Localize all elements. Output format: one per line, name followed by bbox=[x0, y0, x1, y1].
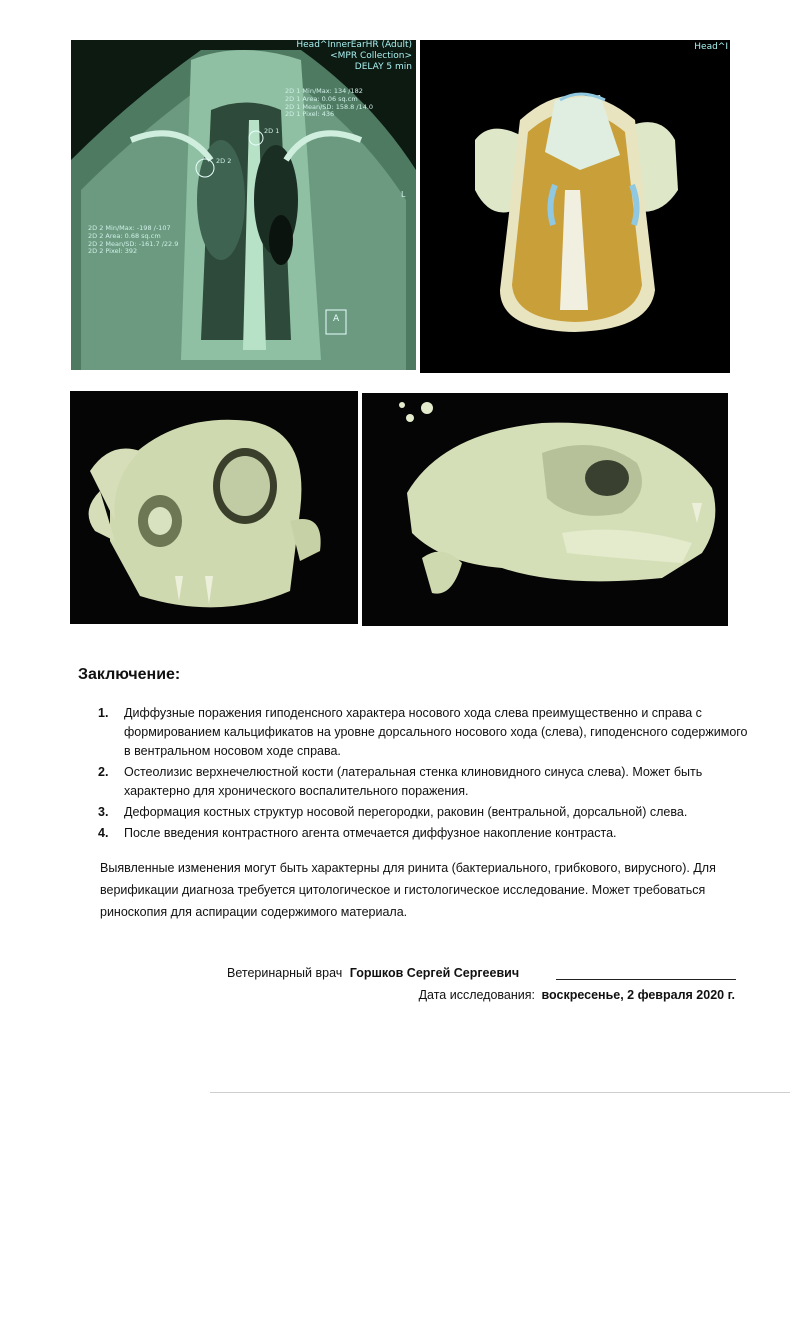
ct-slice-image bbox=[71, 40, 416, 370]
finding-text: Деформация костных структур носовой перегородки, раковин (вентральной, дорсальной) слева. bbox=[124, 805, 688, 819]
exam-date bbox=[419, 988, 735, 1002]
skull-front-graphic bbox=[70, 391, 358, 624]
roi2-stat-3: 2D 2 Mean/SD: -161.7 /22.9 bbox=[88, 239, 179, 248]
signature-name: Горшков Сергей Сергеевич bbox=[349, 966, 520, 980]
exam-date-value: воскресенье, 2 февраля 2020 г. bbox=[541, 988, 735, 1002]
summary-paragraph: Выявленные изменения могут быть характерны для ринита (бактериального, грибкового, вирусного). Для верификации диагноза требуется цитологическое и гистологическое исследование. Может требоваться риноскопия для аспирации содержимого материала. bbox=[100, 861, 716, 919]
page-divider bbox=[210, 1092, 790, 1093]
finding-item bbox=[98, 824, 748, 843]
roi1-stat-2: 2D 1 Area: 0.06 sq.cm bbox=[285, 94, 358, 103]
ct-header-line2: <MPR Collection> bbox=[330, 50, 412, 61]
finding-text: После введения контрастного агента отмечается диффузное накопление контраста. bbox=[124, 826, 617, 840]
finding-number: 2. bbox=[98, 765, 109, 779]
finding-number: 1. bbox=[98, 706, 109, 720]
roi2-stat-4: 2D 2 Pixel: 392 bbox=[88, 247, 138, 256]
roi1-stat-1: 2D 1 Min/Max: 134 /182 bbox=[285, 87, 363, 95]
finding-text: Диффузные поражения гиподенсного характера носового хода слева преимущественно и справа с формированием кальцификатов на уровне дорсального носового хода (слева), гиподенсного содержимого в вентральном носовом ходе справа. bbox=[124, 706, 748, 758]
signature-rule bbox=[556, 979, 736, 980]
roi2-stat-2: 2D 2 Area: 0.68 sq.cm bbox=[88, 231, 161, 240]
axial-3d-graphic bbox=[420, 40, 730, 373]
axial-3d-image bbox=[420, 40, 730, 373]
skull-side-graphic bbox=[362, 393, 728, 626]
skull-front-image bbox=[70, 391, 358, 624]
roi2-label: 2D 2 bbox=[216, 157, 232, 165]
roi1-stat-3: 2D 1 Mean/SD: 158.8 /14.0 bbox=[285, 102, 374, 111]
finding-item bbox=[98, 803, 748, 822]
finding-item bbox=[98, 704, 748, 761]
finding-number: 4. bbox=[98, 826, 109, 840]
roi2-stat-1: 2D 2 Min/Max: -198 /-107 bbox=[88, 224, 171, 232]
orientation-box-label: A bbox=[333, 314, 340, 324]
orientation-label: L bbox=[401, 190, 406, 199]
finding-item bbox=[98, 763, 748, 801]
ct-header-line3: DELAY 5 min bbox=[354, 61, 412, 72]
roi1-label: 2D 1 bbox=[264, 127, 280, 135]
skull-side-image bbox=[362, 393, 728, 626]
finding-number: 3. bbox=[98, 805, 109, 819]
axial-header: Head^I bbox=[694, 42, 728, 52]
conclusion-title: Заключение: bbox=[78, 666, 181, 683]
roi1-stat-4: 2D 1 Pixel: 436 bbox=[285, 110, 335, 119]
findings-list bbox=[98, 704, 748, 845]
ct-header-line1: Head^InnerEarHR (Adult) bbox=[296, 40, 412, 50]
exam-date-label: Дата исследования: bbox=[418, 988, 536, 1002]
signature-role: Ветеринарный врач bbox=[227, 966, 343, 980]
finding-text: Остеолизис верхнечелюстной кости (латеральная стенка клиновидного синуса слева). Может быть характерно для хронического воспалительного поражения. bbox=[124, 765, 703, 798]
signature-line bbox=[227, 966, 519, 980]
